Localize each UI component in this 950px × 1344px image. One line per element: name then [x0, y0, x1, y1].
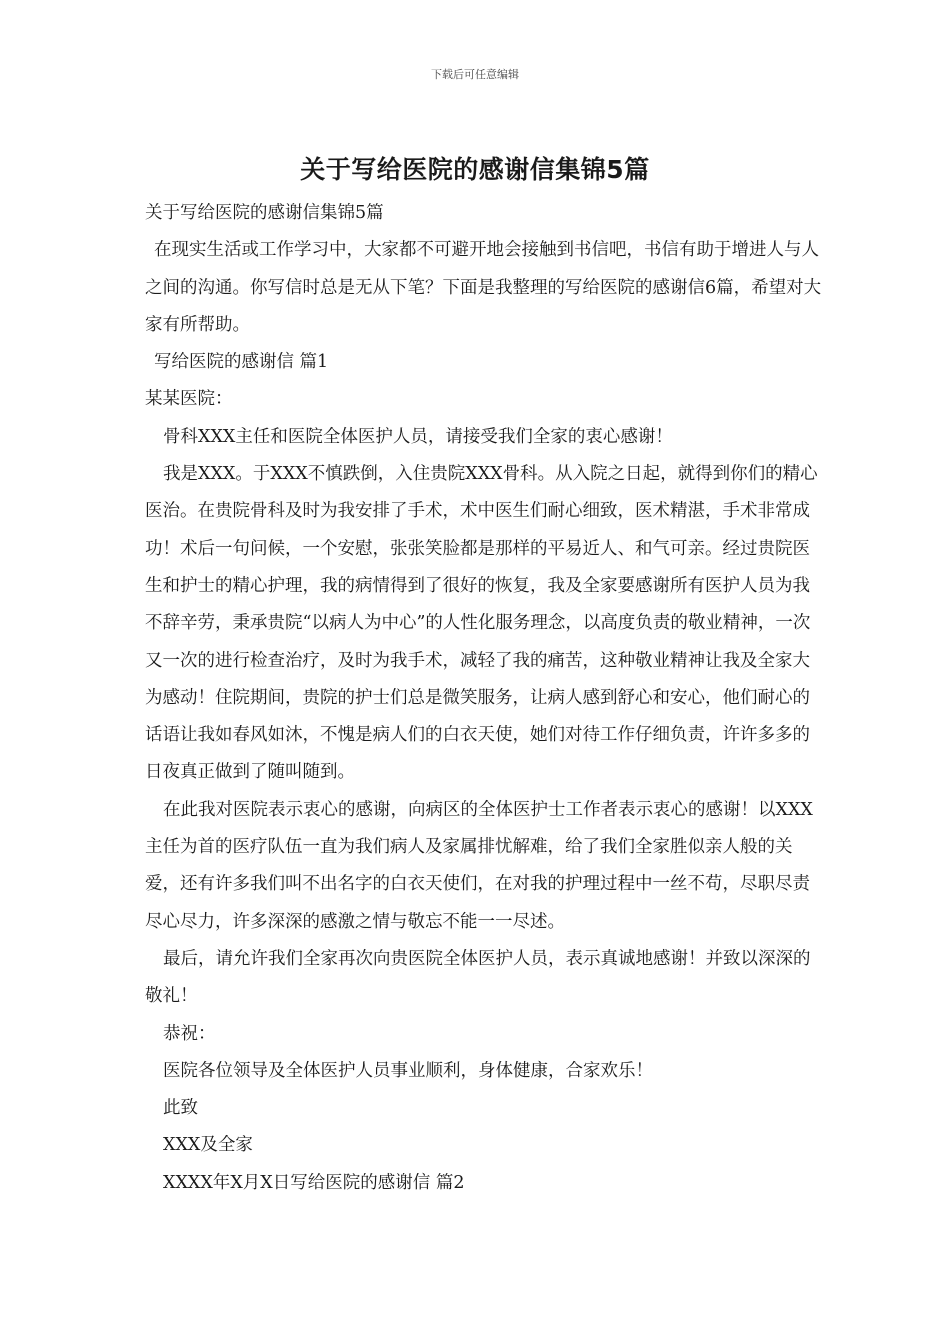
letter-paragraph: 骨科XXX主任和医院全体医护人员，请接受我们全家的衷心感谢！	[163, 426, 673, 447]
document-body	[145, 195, 825, 1202]
signature: XXX及全家	[163, 1135, 253, 1156]
date-and-next-heading: XXXX年X月X日写给医院的感谢信 篇2	[163, 1172, 465, 1193]
page-header: 下载后可任意编辑	[431, 68, 519, 81]
letter-paragraph: 最后，请允许我们全家再次向贵医院全体医护人员，表示真诚地感谢！并致以深深的敬礼！	[145, 948, 811, 1007]
document-title: 关于写给医院的感谢信集锦5篇	[300, 155, 650, 184]
salutation: 某某医院：	[145, 389, 233, 410]
closing-regards: 此致	[163, 1098, 198, 1119]
letter-paragraph: 在此我对医院表示衷心的感谢，向病区的全体医护士工作者表示衷心的感谢！以XXX主任为首的医疗队伍一直为我们病人及家属排忧解难，给了我们全家胜似亲人般的关爱，还有许多我们叫不出名字的白衣天使们，在对我的护理过程中一丝不苟，尽职尽责尽心尽力，许多深深的感激之情与敬忘不能一一尽述。	[145, 799, 813, 932]
closing-greeting: 恭祝：	[163, 1023, 216, 1044]
letter-paragraph: 我是XXX。于XXX不慎跌倒，入住贵院XXX骨科。从入院之日起，就得到你们的精心医治。在贵院骨科及时为我安排了手术，术中医生们耐心细致，医术精湛，手术非常成功！术后一句问候，一个安慰，张张笑脸都是那样的平易近人、和气可亲。经过贵院医生和护士的精心护理，我的病情得到了很好的恢复，我及全家要感谢所有医护人员为我不辞辛劳，秉承贵院“以病人为中心”的人性化服务理念，以高度负责的敬业精神，一次又一次的进行检查治疗，及时为我手术，减轻了我的痛苦，这种敬业精神让我及全家大为感动！住院期间，贵院的护士们总是微笑服务，让病人感到舒心和安心，他们耐心的话语让我如春风如沐，不愧是病人们的白衣天使，她们对待工作仔细负责，许许多多的日夜真正做到了随叫随到。	[145, 464, 818, 783]
section-heading-1: 写给医院的感谢信 篇1	[154, 352, 329, 373]
subtitle-line: 关于写给医院的感谢信集锦5篇	[145, 203, 384, 223]
closing-wishes: 医院各位领导及全体医护人员事业顺利，身体健康，合家欢乐！	[163, 1060, 653, 1081]
intro-paragraph: 在现实生活或工作学习中，大家都不可避开地会接触到书信吧，书信有助于增进人与人之间的沟通。你写信时总是无从下笔？下面是我整理的写给医院的感谢信6篇，希望对大家有所帮助。	[145, 240, 822, 335]
